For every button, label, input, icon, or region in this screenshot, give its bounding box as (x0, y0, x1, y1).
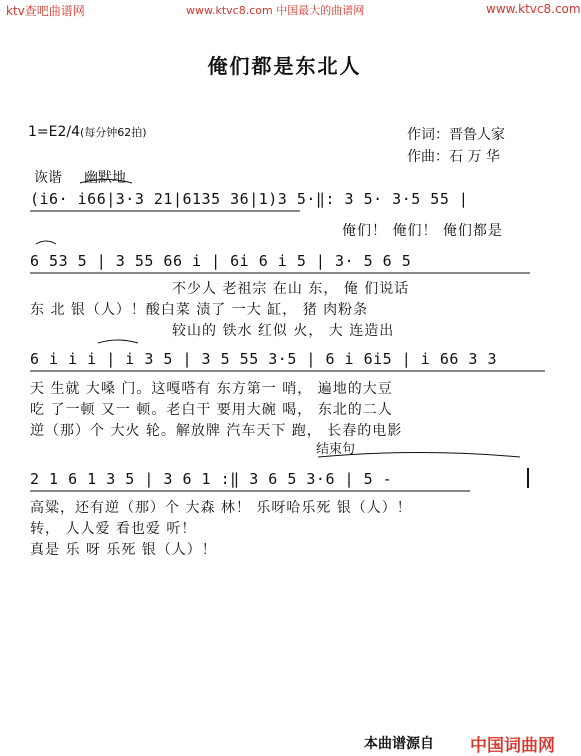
expression-label: 诙谐 (34, 170, 62, 186)
lyric-verse3-line2: 逆（那）个 大火 轮。解放牌 汽车天下 跑， 长春的电影 (30, 423, 403, 439)
lyricist-credit: 作词：晋鲁人家 (407, 127, 505, 143)
lyric-verse3-line3: 真是 乐 呀 乐死 银（人）！ (30, 542, 217, 558)
lyric-verse2-line3: 转， 人人爱 看也爱 听！ (30, 521, 197, 537)
watermark-left: ktv查吧曲谱网 (6, 4, 85, 18)
notation-line-1: (i6· i66|3·3 21|6135 36|1)3 5·‖: 3 5· 3·5 55 | (30, 190, 469, 208)
lyric-verse1-line3: 高粱，还有逆（那）个 大森 林！ 乐呀哈乐死 银（人）！ (30, 500, 412, 516)
lyric-verse1-line1: 不少人 老祖宗 在山 东， 俺 们说话 (172, 281, 410, 297)
song-title: 俺们都是东北人 (207, 54, 362, 78)
notation-line-4: 2 1 6 1 3 5 | 3 6 1 :‖ 3 6 5 3·6 | 5 - (30, 470, 393, 488)
watermark-right: www.ktvc8.com (486, 2, 581, 16)
lyric-verse3-line1: 较山的 铁水 红似 火， 大 连造出 (172, 323, 395, 339)
notation-line-3: 6 i i i | i 3 5 | 3 5 55 3·5 | 6 i 6i5 | i 66 3 3 (30, 350, 498, 368)
tempo-marking: (每分钟62拍) (80, 126, 147, 139)
lyric-intro: 俺们！ 俺们！ 俺们都是 (342, 223, 503, 239)
watermark-center: www.ktvc8.com 中国最大的曲谱网 (186, 4, 365, 17)
source-brand-logo[interactable]: 中国词曲网 (470, 736, 555, 756)
key-signature: 1=E2/4 (28, 124, 81, 140)
lyric-verse2-line1: 东 北 银（人）！酸白菜 渍了 一大 缸， 猪 肉粉条 (30, 302, 369, 318)
slur-row2 (36, 241, 56, 244)
notation-line-2: 6 53 5 | 3 55 66 i | 6i 6 i 5 | 3· 5 6 5 (30, 252, 412, 270)
slur-row3 (98, 340, 138, 343)
lyric-verse2-line2: 吃 了一顿 又一 顿。老白干 要用大碗 喝， 东北的二人 (30, 402, 393, 418)
ending-label: 结束句 (316, 442, 356, 457)
style-marking: 幽默地 (84, 170, 126, 186)
composer-credit: 作曲：石 万 华 (407, 149, 500, 165)
source-text: 本曲谱源自 (364, 736, 434, 752)
slur-ending (318, 453, 520, 458)
slur-intro (80, 180, 132, 184)
lyric-verse1-line2: 天 生就 大嗓 门。这嘎嗒有 东方第一 哨， 遍地的大豆 (30, 381, 393, 397)
